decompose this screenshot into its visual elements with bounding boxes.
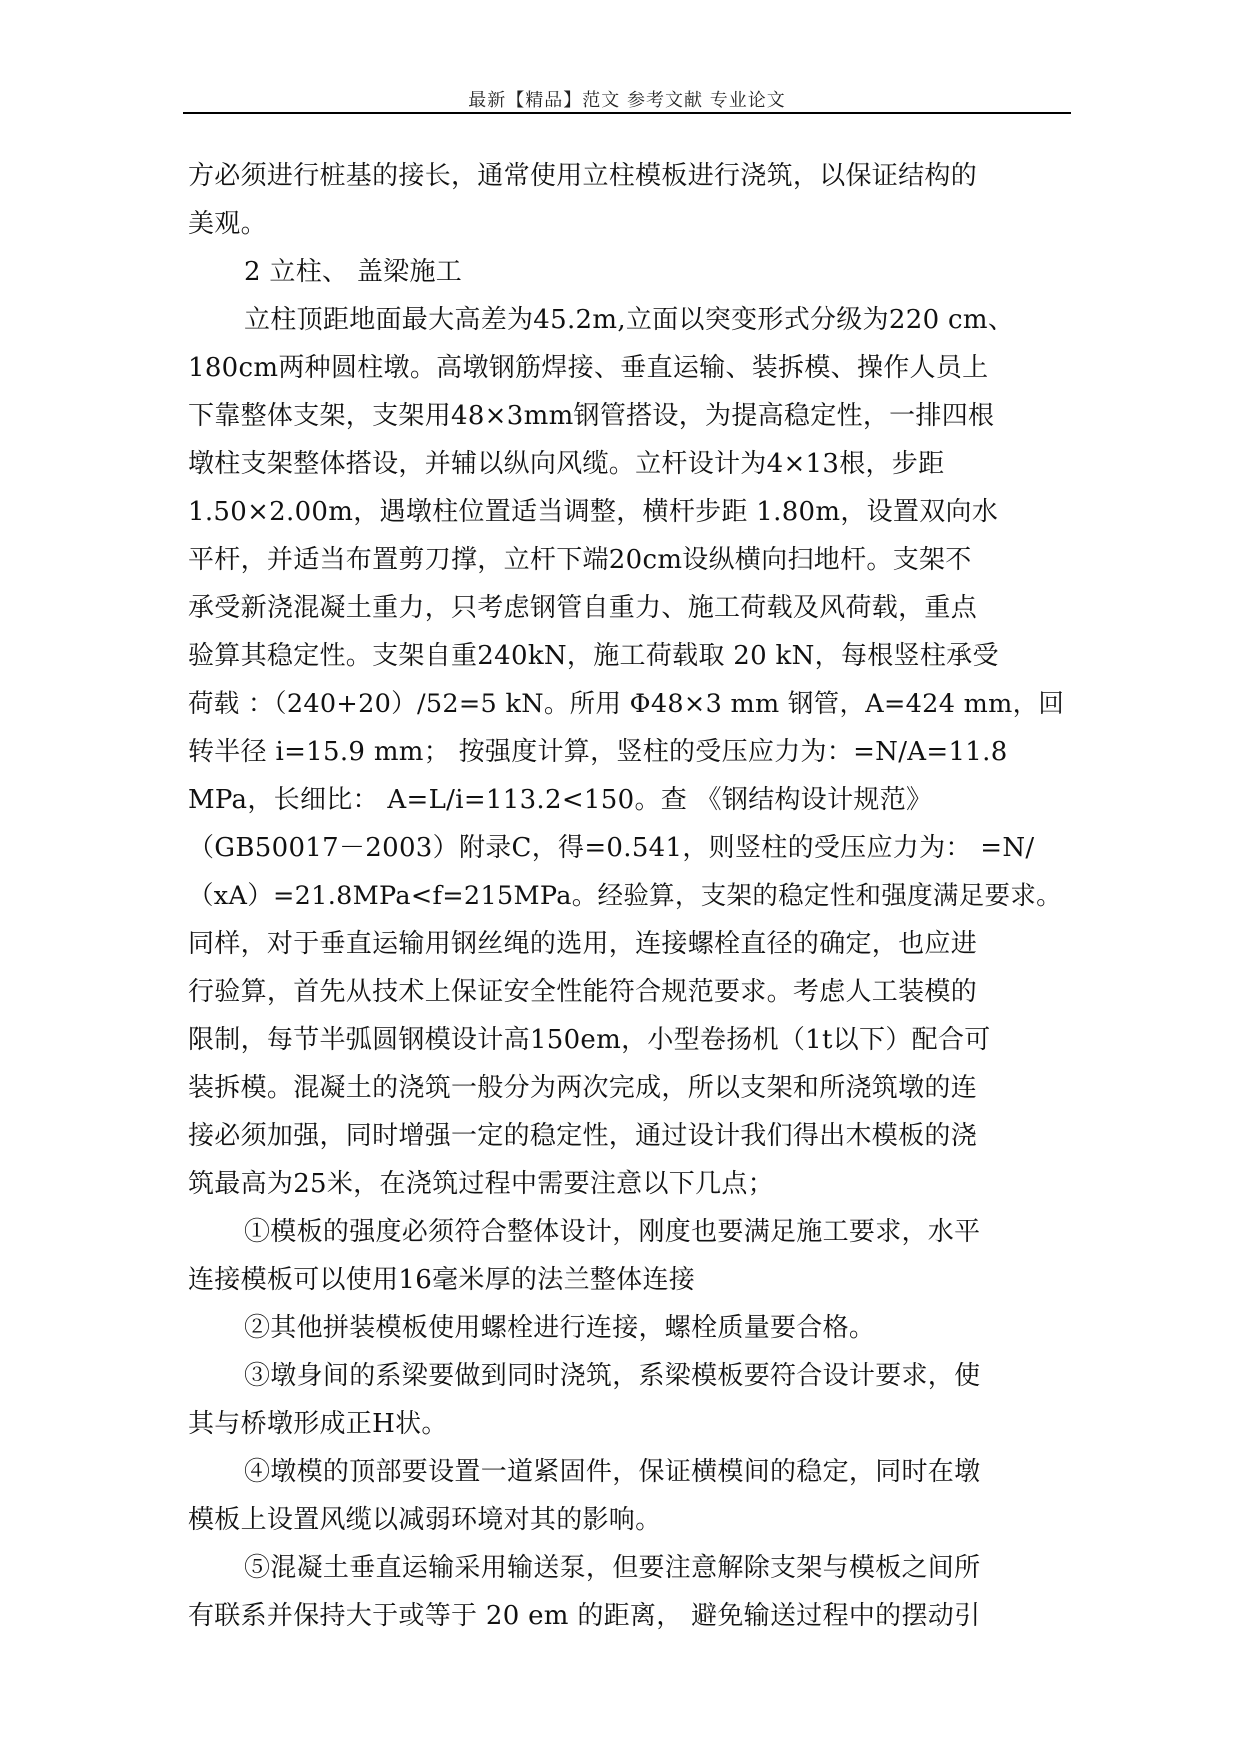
text-line: 连接模板可以使用16毫米厚的法兰整体连接 bbox=[188, 1265, 696, 1295]
text-line: 接必须加强，同时增强一定的稳定性，通过设计我们得出木模板的浇 bbox=[188, 1121, 978, 1151]
text-line: 承受新浇混凝土重力，只考虑钢管自重力、施工荷载及风荷载，重点 bbox=[188, 593, 978, 623]
text-line: 下靠整体支架，支架用48×3mm钢管搭设，为提高稳定性，一排四根 bbox=[188, 401, 995, 431]
document-body bbox=[188, 152, 1068, 1640]
text-line: 行验算，首先从技术上保证安全性能符合规范要求。考虑人工装模的 bbox=[188, 977, 978, 1007]
text-line: 180cm两种圆柱墩。高墩钢筋焊接、垂直运输、装拆模、操作人员上 bbox=[188, 353, 989, 383]
text-line: ②其他拼装模板使用螺栓进行连接，螺栓质量要合格。 bbox=[244, 1313, 876, 1343]
text-line: 限制，每节半弧圆钢模设计高150em，小型卷扬机（1t以下）配合可 bbox=[188, 1025, 991, 1055]
text-line: 1.50×2.00m，遇墩柱位置适当调整，横杆步距 1.80m，设置双向水 bbox=[188, 497, 999, 527]
page-header: 最新【精品】范文 参考文献 专业论文 bbox=[468, 90, 786, 111]
text-line: 其与桥墩形成正H状。 bbox=[188, 1409, 448, 1439]
text-line: 模板上设置风缆以减弱环境对其的影响。 bbox=[188, 1505, 662, 1535]
text-line: ①模板的强度必须符合整体设计，刚度也要满足施工要求，水平 bbox=[244, 1217, 981, 1247]
text-line: 立柱顶距地面最大高差为45.2m,立面以突变形式分级为220 cm、 bbox=[244, 305, 1015, 335]
text-line: 验算其稳定性。支架自重240kN，施工荷载取 20 kN，每根竖柱承受 bbox=[188, 641, 999, 671]
text-line: ③墩身间的系梁要做到同时浇筑，系梁模板要符合设计要求，使 bbox=[244, 1361, 981, 1391]
text-line: 有联系并保持大于或等于 20 em 的距离， 避免输送过程中的摆动引 bbox=[188, 1601, 981, 1631]
text-line: 2 立柱、 盖梁施工 bbox=[244, 257, 463, 287]
text-line: ⑤混凝土垂直运输采用输送泵，但要注意解除支架与模板之间所 bbox=[244, 1553, 981, 1583]
header-divider bbox=[183, 112, 1071, 114]
text-line: 墩柱支架整体搭设，并辅以纵向风缆。立杆设计为4×13根，步距 bbox=[188, 449, 945, 479]
text-line: 荷载 ：（240+20）/52=5 kN。所用 Φ48×3 mm 钢管，A=424 mm，回 bbox=[188, 689, 1065, 719]
text-line: 筑最高为25米，在浇筑过程中需要注意以下几点； bbox=[188, 1169, 774, 1199]
text-line: （GB50017－2003）附录C，得=0.541，则竖柱的受压应力为： =N/ bbox=[188, 833, 1035, 863]
text-line: ④墩模的顶部要设置一道紧固件，保证横模间的稳定，同时在墩 bbox=[244, 1457, 981, 1487]
text-line: 美观。 bbox=[188, 209, 267, 239]
text-line: 装拆模。混凝土的浇筑一般分为两次完成，所以支架和所浇筑墩的连 bbox=[188, 1073, 978, 1103]
text-line: 转半径 i=15.9 mm； 按强度计算，竖柱的受压应力为：=N/A=11.8 bbox=[188, 737, 1008, 767]
text-line: （xA）=21.8MPa<f=215MPa。经验算，支架的稳定性和强度满足要求。 bbox=[188, 881, 1062, 911]
text-line: MPa，长细比： A=L/i=113.2<150。查 《钢结构设计规范》 bbox=[188, 785, 933, 815]
text-line: 同样，对于垂直运输用钢丝绳的选用，连接螺栓直径的确定，也应进 bbox=[188, 929, 978, 959]
text-line: 方必须进行桩基的接长，通常使用立柱模板进行浇筑，以保证结构的 bbox=[188, 161, 978, 191]
text-line: 平杆，并适当布置剪刀撑，立杆下端20cm设纵横向扫地杆。支架不 bbox=[188, 545, 972, 575]
